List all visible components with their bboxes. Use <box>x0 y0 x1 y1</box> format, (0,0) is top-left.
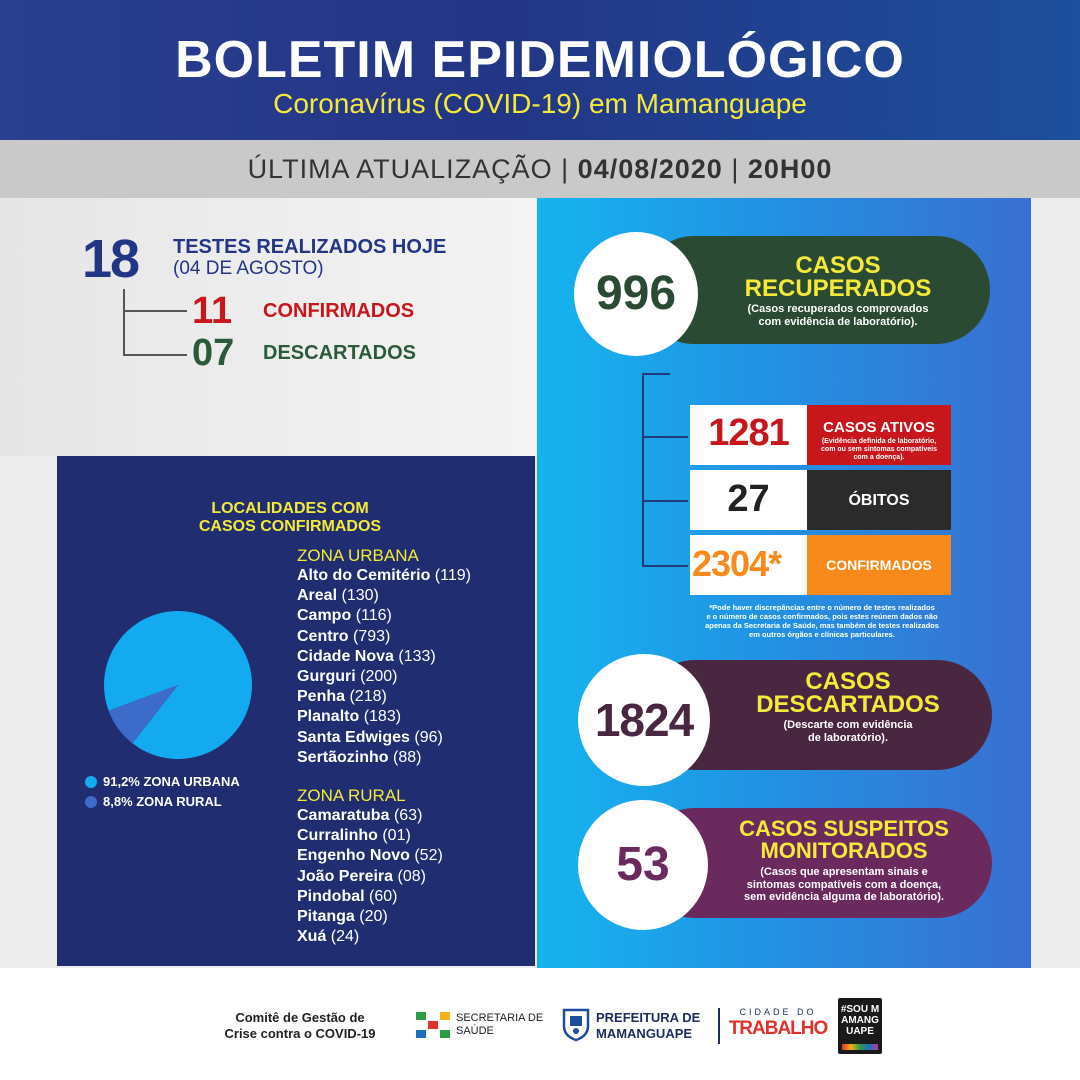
legend-urban-dot <box>85 776 97 788</box>
locality-name: Curralinho <box>297 827 378 845</box>
locality-name: Camaratuba <box>297 807 390 824</box>
active-note-line: com ou sem sintomas compatíveis <box>821 446 937 453</box>
page-subtitle: Coronavírus (COVID-19) em Mamanguape <box>273 88 807 119</box>
locality-name: Areal <box>297 587 338 605</box>
work-city-bottom: TRABALHO <box>728 1018 828 1039</box>
locality-count: (63) <box>393 807 423 824</box>
suspected-note-line: (Casos que apresentam sinais e <box>760 866 928 878</box>
disclaimer-line: em outros órgãos e clínicas particulares. <box>749 630 895 639</box>
urban-list <box>297 566 471 768</box>
suspected-title-line: MONITORADOS <box>760 838 928 863</box>
committee-text <box>200 1010 400 1042</box>
localities-title-line: CASOS CONFIRMADOS <box>198 518 382 535</box>
committee-line: Crise contra o COVID-19 <box>224 1026 376 1041</box>
suspected-title <box>712 818 976 862</box>
active-label: CASOS ATIVOS <box>823 419 935 436</box>
disclaimer-line: apenas da Secretaria de Saúde, mas também de testes realizados <box>705 621 939 630</box>
locality-name: Alto do Cemitério <box>297 567 431 584</box>
locality-name: Penha <box>297 688 346 706</box>
locality-count: (200) <box>360 668 398 686</box>
rural-list <box>297 806 443 947</box>
update-time: 20H00 <box>747 154 833 184</box>
localities-title <box>160 500 420 536</box>
deaths-label: ÓBITOS <box>848 492 910 509</box>
committee-line: Comitê de Gestão de <box>235 1010 365 1025</box>
update-date: 04/08/2020 <box>577 154 723 184</box>
tree-line <box>123 354 187 356</box>
list-item <box>297 606 471 626</box>
discarded-note <box>728 719 968 745</box>
badge-color-strip <box>842 1044 878 1050</box>
active-note <box>807 438 951 462</box>
locality-count: (52) <box>414 847 443 865</box>
work-city-top: CIDADE DO <box>739 1007 817 1017</box>
health-line: SECRETARIA DE <box>456 1012 544 1024</box>
update-label: ÚLTIMA ATUALIZAÇÃO <box>247 154 553 184</box>
confirmed-count: 2304 <box>692 543 769 584</box>
recovered-title <box>708 254 968 300</box>
tree-line <box>123 289 125 355</box>
recovered-note <box>718 303 958 329</box>
locality-name: Santa Edwiges <box>297 728 410 746</box>
discarded-title-line: DESCARTADOS <box>756 691 940 718</box>
health-cross-icon <box>416 1012 450 1038</box>
city-coat-of-arms-icon <box>560 1006 592 1042</box>
locality-count: (793) <box>353 627 391 645</box>
locality-name: Pindobal <box>297 887 365 905</box>
locality-count: (20) <box>359 908 388 926</box>
rural-zone-title: ZONA RURAL <box>297 786 406 805</box>
update-bar <box>0 140 1080 198</box>
list-item <box>297 927 443 947</box>
active-note-line: com a doença). <box>853 454 905 461</box>
confirmed-asterisk: * <box>768 543 782 584</box>
locality-count: (01) <box>382 827 411 845</box>
legend-urban-label: 91,2% ZONA URBANA <box>103 774 240 789</box>
locality-count: (119) <box>434 567 471 584</box>
locality-count: (133) <box>398 647 436 665</box>
discarded-title-line: CASOS <box>805 668 891 695</box>
health-line: SAÚDE <box>456 1025 494 1037</box>
locality-name: Pitanga <box>297 908 355 926</box>
locality-count: (88) <box>393 748 422 766</box>
recovered-note-line: (Casos recuperados comprovados <box>747 303 929 315</box>
confirmed-today-count: 11 <box>192 290 233 332</box>
locality-name: João Pereira <box>297 867 394 885</box>
list-item <box>297 867 443 887</box>
suspected-note-line: sintomas compatíveis com a doença, <box>746 878 942 891</box>
list-item <box>297 887 443 907</box>
localities-title-line: LOCALIDADES COM <box>211 500 369 517</box>
tree-line <box>642 565 688 567</box>
update-separator: | <box>561 154 570 184</box>
update-separator: | <box>731 154 740 184</box>
active-count: 1281 <box>708 412 789 454</box>
confirmed-label: CONFIRMADOS <box>826 557 932 573</box>
tree-line <box>642 373 670 375</box>
tests-count: 18 <box>82 229 139 289</box>
sou-mamanguape-tag: #SOU MAMANGUAPE <box>840 1004 880 1037</box>
list-item <box>297 627 471 647</box>
list-item <box>297 806 443 826</box>
tests-label: TESTES REALIZADOS HOJE <box>173 236 447 258</box>
page-title: BOLETIM EPIDEMIOLÓGICO <box>175 31 905 89</box>
footer-divider <box>718 1008 720 1044</box>
list-item <box>297 826 443 846</box>
tree-line <box>123 310 187 312</box>
deaths-count: 27 <box>727 478 770 520</box>
suspected-count: 53 <box>578 800 708 930</box>
locality-count: (24) <box>330 928 360 946</box>
city-line: PREFEITURA DE <box>596 1010 701 1025</box>
city-hall-text <box>596 1010 700 1042</box>
list-item <box>297 748 471 768</box>
list-item <box>297 728 471 748</box>
suspected-note-line: sem evidência alguma de laboratório). <box>744 891 944 903</box>
tests-date: (04 DE AGOSTO) <box>173 258 324 279</box>
list-item <box>297 707 471 727</box>
discarded-count: 1824 <box>578 654 710 786</box>
city-line: MAMANGUAPE <box>596 1026 693 1041</box>
recovered-note-line: com evidência de laboratório). <box>758 316 918 328</box>
confirmed-count-wrap <box>692 543 812 585</box>
urban-zone-title: ZONA URBANA <box>297 546 419 565</box>
discarded-title <box>718 670 978 716</box>
discarded-note-line: (Descarte com evidência <box>783 719 913 731</box>
recovered-title-line: RECUPERADOS <box>744 275 932 302</box>
legend-rural-label: 8,8% ZONA RURAL <box>103 794 222 809</box>
locality-name: Sertãozinho <box>297 748 389 766</box>
list-item <box>297 647 471 667</box>
tree-line <box>642 500 688 502</box>
active-note-line: (Evidência definida de laboratório, <box>821 438 937 445</box>
list-item <box>297 687 471 707</box>
locality-name: Cidade Nova <box>297 647 394 665</box>
suspected-title-line: CASOS SUSPEITOS <box>739 816 949 841</box>
locality-count: (183) <box>363 708 402 726</box>
recovered-title-line: CASOS <box>795 252 881 279</box>
disclaimer-line: e o número de casos confirmados, pois estes reúnem dados não <box>706 612 938 621</box>
locality-name: Engenho Novo <box>297 847 410 865</box>
locality-count: (218) <box>349 688 387 706</box>
discarded-today-count: 07 <box>192 332 235 374</box>
locality-name: Campo <box>297 607 352 625</box>
list-item <box>297 667 471 687</box>
list-item <box>297 586 471 606</box>
locality-count: (08) <box>397 867 426 885</box>
tree-line <box>642 373 644 567</box>
locality-count: (60) <box>369 887 398 905</box>
disclaimer <box>672 603 972 639</box>
health-secretariat-text <box>456 1012 543 1038</box>
locality-count: (130) <box>341 587 379 605</box>
legend-rural-dot <box>85 796 97 808</box>
locality-count: (96) <box>414 728 443 746</box>
list-item <box>297 566 471 586</box>
locality-name: Planalto <box>297 708 360 726</box>
locality-name: Xuá <box>297 928 327 946</box>
tree-line <box>642 436 688 438</box>
discarded-today-label: DESCARTADOS <box>263 342 416 364</box>
zone-pie-chart <box>103 610 253 760</box>
recovered-count: 996 <box>574 232 698 356</box>
discarded-note-line: de laboratório). <box>807 732 889 744</box>
locality-name: Gurguri <box>297 668 356 686</box>
locality-count: (116) <box>355 607 392 625</box>
suspected-note <box>718 866 970 904</box>
confirmed-today-label: CONFIRMADOS <box>263 300 415 322</box>
locality-name: Centro <box>297 627 349 645</box>
list-item <box>297 846 443 866</box>
list-item <box>297 907 443 927</box>
disclaimer-line: *Pode haver discrepâncias entre o número de testes realizados <box>709 603 935 612</box>
